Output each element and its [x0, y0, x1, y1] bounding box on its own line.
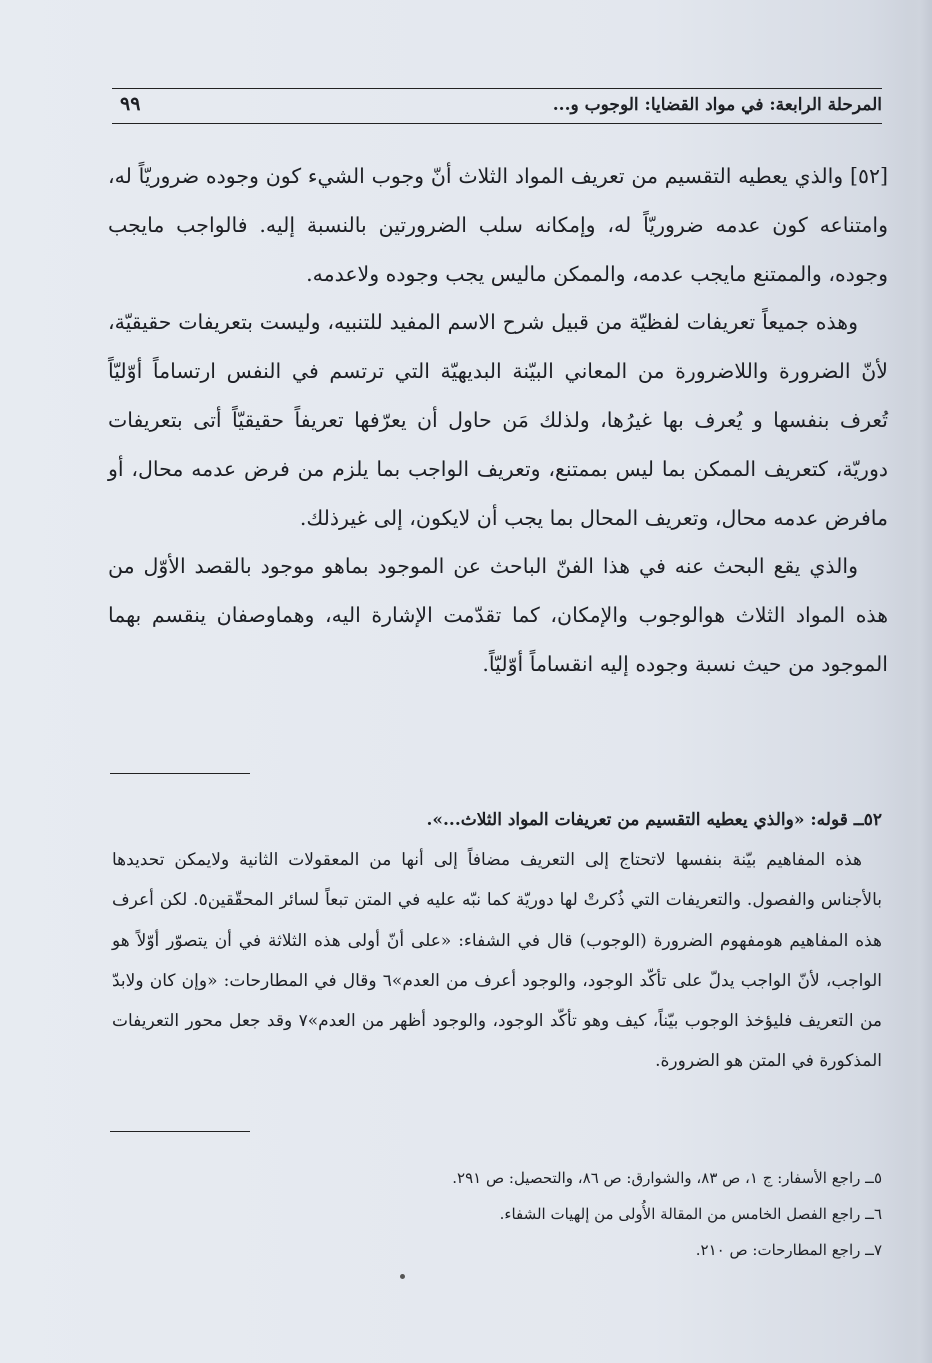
footnotes [112, 1160, 882, 1268]
page-number: ٩٩ [120, 93, 141, 115]
footnote-5: ٥ــ راجع الأسفار: ج ١، ص ٨٣، والشوارق: ص ٨٦، والتحصيل: ص ٢٩١. [452, 1169, 882, 1187]
commentary-separator [110, 773, 250, 774]
running-title: المرحلة الرابعة: في مواد القضايا: الوجوب و... [552, 95, 882, 115]
page-header [112, 88, 882, 124]
main-text [108, 152, 888, 689]
commentary [112, 800, 882, 1081]
commentary-text: هذه المفاهيم بيّنة بنفسها لاتحتاج إلى التعريف مضافاً إلى أنها من المعقولات الثانية ولايمكن تحديدها بالأجناس والفصول. والتعريفات التي ذُكرتْ لها دوريّة كما نبّه عليه في المتن تبعاً لسائر المحقّقين٥. لكن أعرف هذه المفاهيم هومفهوم الضرورة (الوجوب) قال في الشفاء: «على أنّ أولى هذه الثلاثة في أن يتصوّر أوّلاً هو الواجب، لأنّ الواجب يدلّ على تأكّد الوجود، والوجود أعرف من العدم»٦ وقال في المطارحات: «وإن كان ولابدّ من التعريف فليؤخذ الوجوب بيّناً، كيف وهو تأكّد الوجود، والوجود أظهر من العدم»٧ وقد جعل محور التعريفات المذكورة في المتن هو الضرورة. [112, 850, 882, 1072]
footnote-separator [110, 1131, 250, 1132]
paragraph-definitions: وهذه جميعاً تعريفات لفظيّة من قبيل شرح الاسم المفيد للتنبيه، وليست بتعريفات حقيقيّة، لأنّ الضرورة واللاضرورة من المعاني البيّنة البديهيّة التي ترتسم في النفس ارتساماً أوّليّاً تُعرف بنفسها و يُعرف بها غيرُها، ولذلك مَن حاول أن يعرّفها تعريفاً حقيقيّاً أتى بتعريفات دوريّة، كتعريف الممكن بما ليس بممتنع، وتعريف الواجب بما يلزم من فرض عدمه محال، أو مافرض عدمه محال، وتعريف المحال بما يجب أن لايكون، إلى غيرذلك. [108, 310, 888, 530]
paragraph-subject: والذي يقع البحث عنه في هذا الفنّ الباحث عن الموجود بماهو موجود بالقصد الأوّل من هذه المواد الثلاث هوالوجوب والإمكان، كما تقدّمت الإشارة اليه، وهماوصفان ينقسم بهما الموجود من حيث نسبة وجوده إليه انقساماً أوّليّاً. [108, 554, 888, 676]
page-edge-shadow [902, 0, 932, 1363]
commentary-heading: ٥٢ــ قوله: «والذي يعطيه التقسيم من تعريفات المواد الثلاث...». [426, 810, 882, 830]
paragraph-52: [٥٢] والذي يعطيه التقسيم من تعريف المواد الثلاث أنّ وجوب الشيء كون وجوده ضروريّاً له، وامتناعه كون عدمه ضروريّاً له، وإمكانه سلب الضرورتين بالنسبة إليه. فالواجب مايجب وجوده، والممتنع مايجب عدمه، والممكن ماليس يجب وجوده ولاعدمه. [108, 164, 888, 286]
footnote-6: ٦ــ راجع الفصل الخامس من المقالة الأُولى من إلهيات الشفاء. [499, 1205, 882, 1223]
ink-speck [400, 1274, 405, 1279]
footnote-7: ٧ــ راجع المطارحات: ص ٢١٠. [695, 1241, 882, 1259]
